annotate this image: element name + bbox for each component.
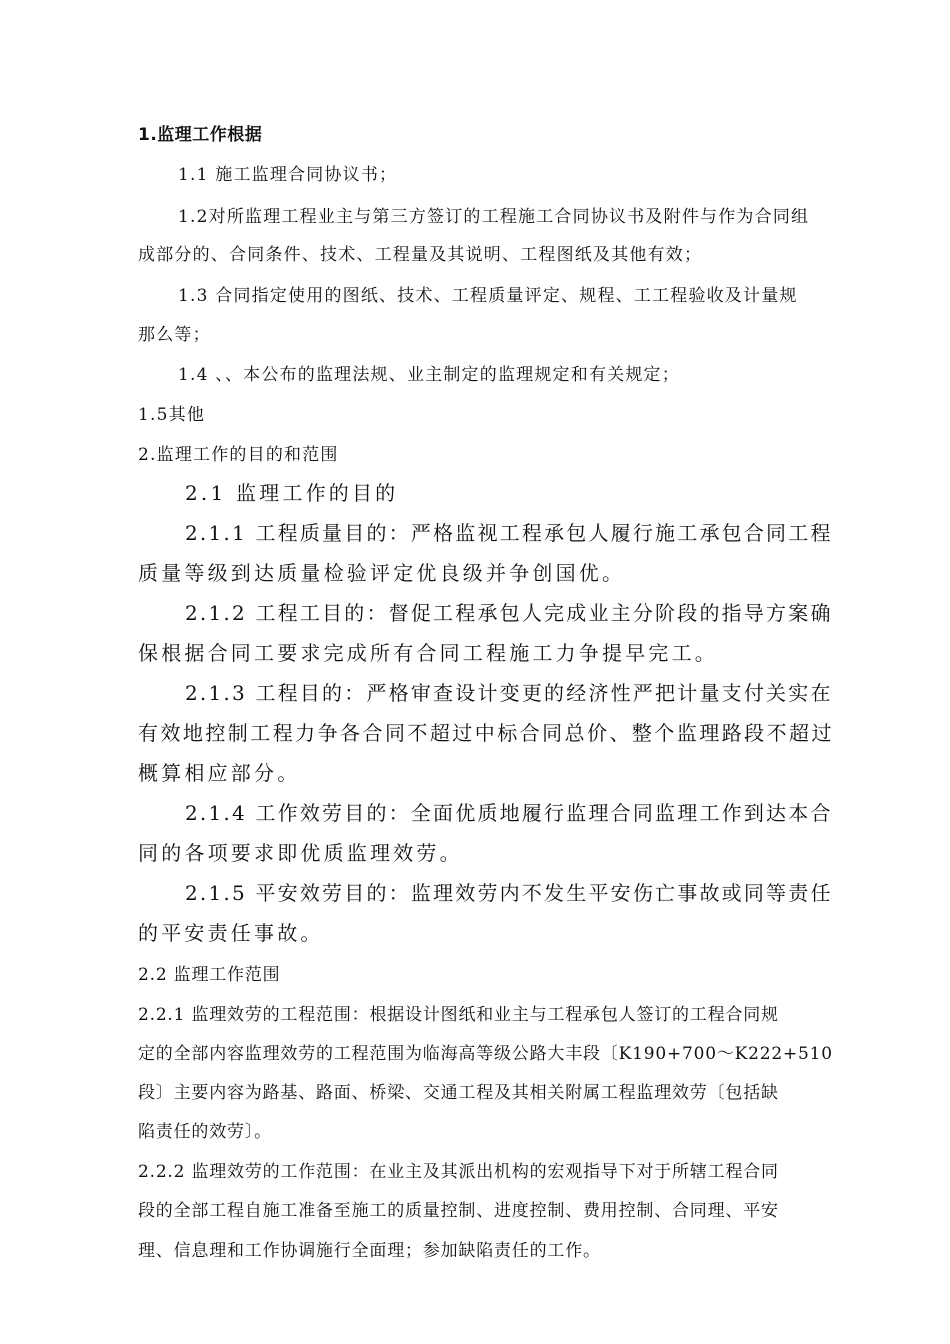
- item-2-1-4-line-1: 2.1.4 工作效劳目的：全面优质地履行监理合同监理工作到达本合: [185, 801, 833, 825]
- item-2-1-5-line-1: 2.1.5 平安效劳目的：监理效劳内不发生平安伤亡事故或同等责任: [185, 881, 833, 905]
- item-2-1-4-line-2: 同的各项要求即优质监理效劳。: [138, 841, 463, 865]
- item-2-1-5-line-2: 的平安责任事故。: [138, 921, 324, 945]
- item-2-1-3-line-1: 2.1.3 工程目的：严格审查设计变更的经济性严把计量支付关实在: [185, 681, 833, 705]
- item-2-2-2-line-1: 2.2.2 监理效劳的工作范围：在业主及其派出机构的宏观指导下对于所辖工程合同: [138, 1162, 779, 1182]
- item-2-2-2-line-2: 段的全部工程自施工准备至施工的质量控制、进度控制、费用控制、合同理、平安: [138, 1201, 779, 1221]
- item-2-1-2-line-1: 2.1.2 工程工目的：督促工程承包人完成业主分阶段的指导方案确: [185, 601, 833, 625]
- section-1-heading: 1.监理工作根据: [138, 125, 263, 145]
- item-2-1-3-line-3: 概算相应部分。: [138, 761, 301, 785]
- section-2-heading: 2.监理工作的目的和范围: [138, 445, 339, 465]
- item-2-1-1-line-1: 2.1.1 工程质量目的：严格监视工程承包人履行施工承包合同工程: [185, 521, 833, 545]
- item-1-3-line-1: 1.3 合同指定使用的图纸、技术、工程质量评定、规程、工工程验收及计量规: [178, 286, 798, 306]
- item-2-2-1-line-3: 段〕主要内容为路基、路面、桥梁、交通工程及其相关附属工程监理效劳〔包括缺: [138, 1083, 779, 1103]
- item-2-1-2-line-2: 保根据合同工要求完成所有合同工程施工力争提早完工。: [138, 641, 718, 665]
- item-2-2-2-line-3: 理、信息理和工作协调施行全面理；参加缺陷责任的工作。: [138, 1241, 601, 1261]
- item-1-1: 1.1 施工监理合同协议书；: [178, 165, 398, 185]
- item-2-2-1-line-4: 陷责任的效劳〕。: [138, 1122, 272, 1142]
- item-1-3-line-2: 那么等；: [138, 325, 211, 345]
- item-2-1-1-line-2: 质量等级到达质量检验评定优良级并争创国优。: [138, 561, 626, 585]
- item-2-2-1-line-2: 定的全部内容监理效劳的工程范围为临海高等级公路大丰段〔K190+700～K222+510: [138, 1044, 833, 1064]
- item-1-2-line-1: 1.2对所监理工程业主与第三方签订的工程施工合同协议书及附件与作为合同组: [178, 207, 810, 227]
- item-1-5: 1.5其他: [138, 405, 206, 425]
- item-1-2-line-2: 成部分的、合同条件、技术、工程量及其说明、工程图纸及其他有效；: [138, 245, 703, 265]
- item-2-1-3-line-2: 有效地控制工程力争各合同不超过中标合同总价、整个监理路段不超过: [138, 721, 834, 745]
- item-1-4: 1.4 、、本公布的监理法规、业主制定的监理规定和有关规定；: [178, 365, 680, 385]
- subsection-2-1-heading: 2.1 监理工作的目的: [185, 481, 399, 505]
- subsection-2-2-heading: 2.2 监理工作范围: [138, 965, 281, 985]
- item-2-2-1-line-1: 2.2.1 监理效劳的工程范围：根据设计图纸和业主与工程承包人签订的工程合同规: [138, 1005, 779, 1025]
